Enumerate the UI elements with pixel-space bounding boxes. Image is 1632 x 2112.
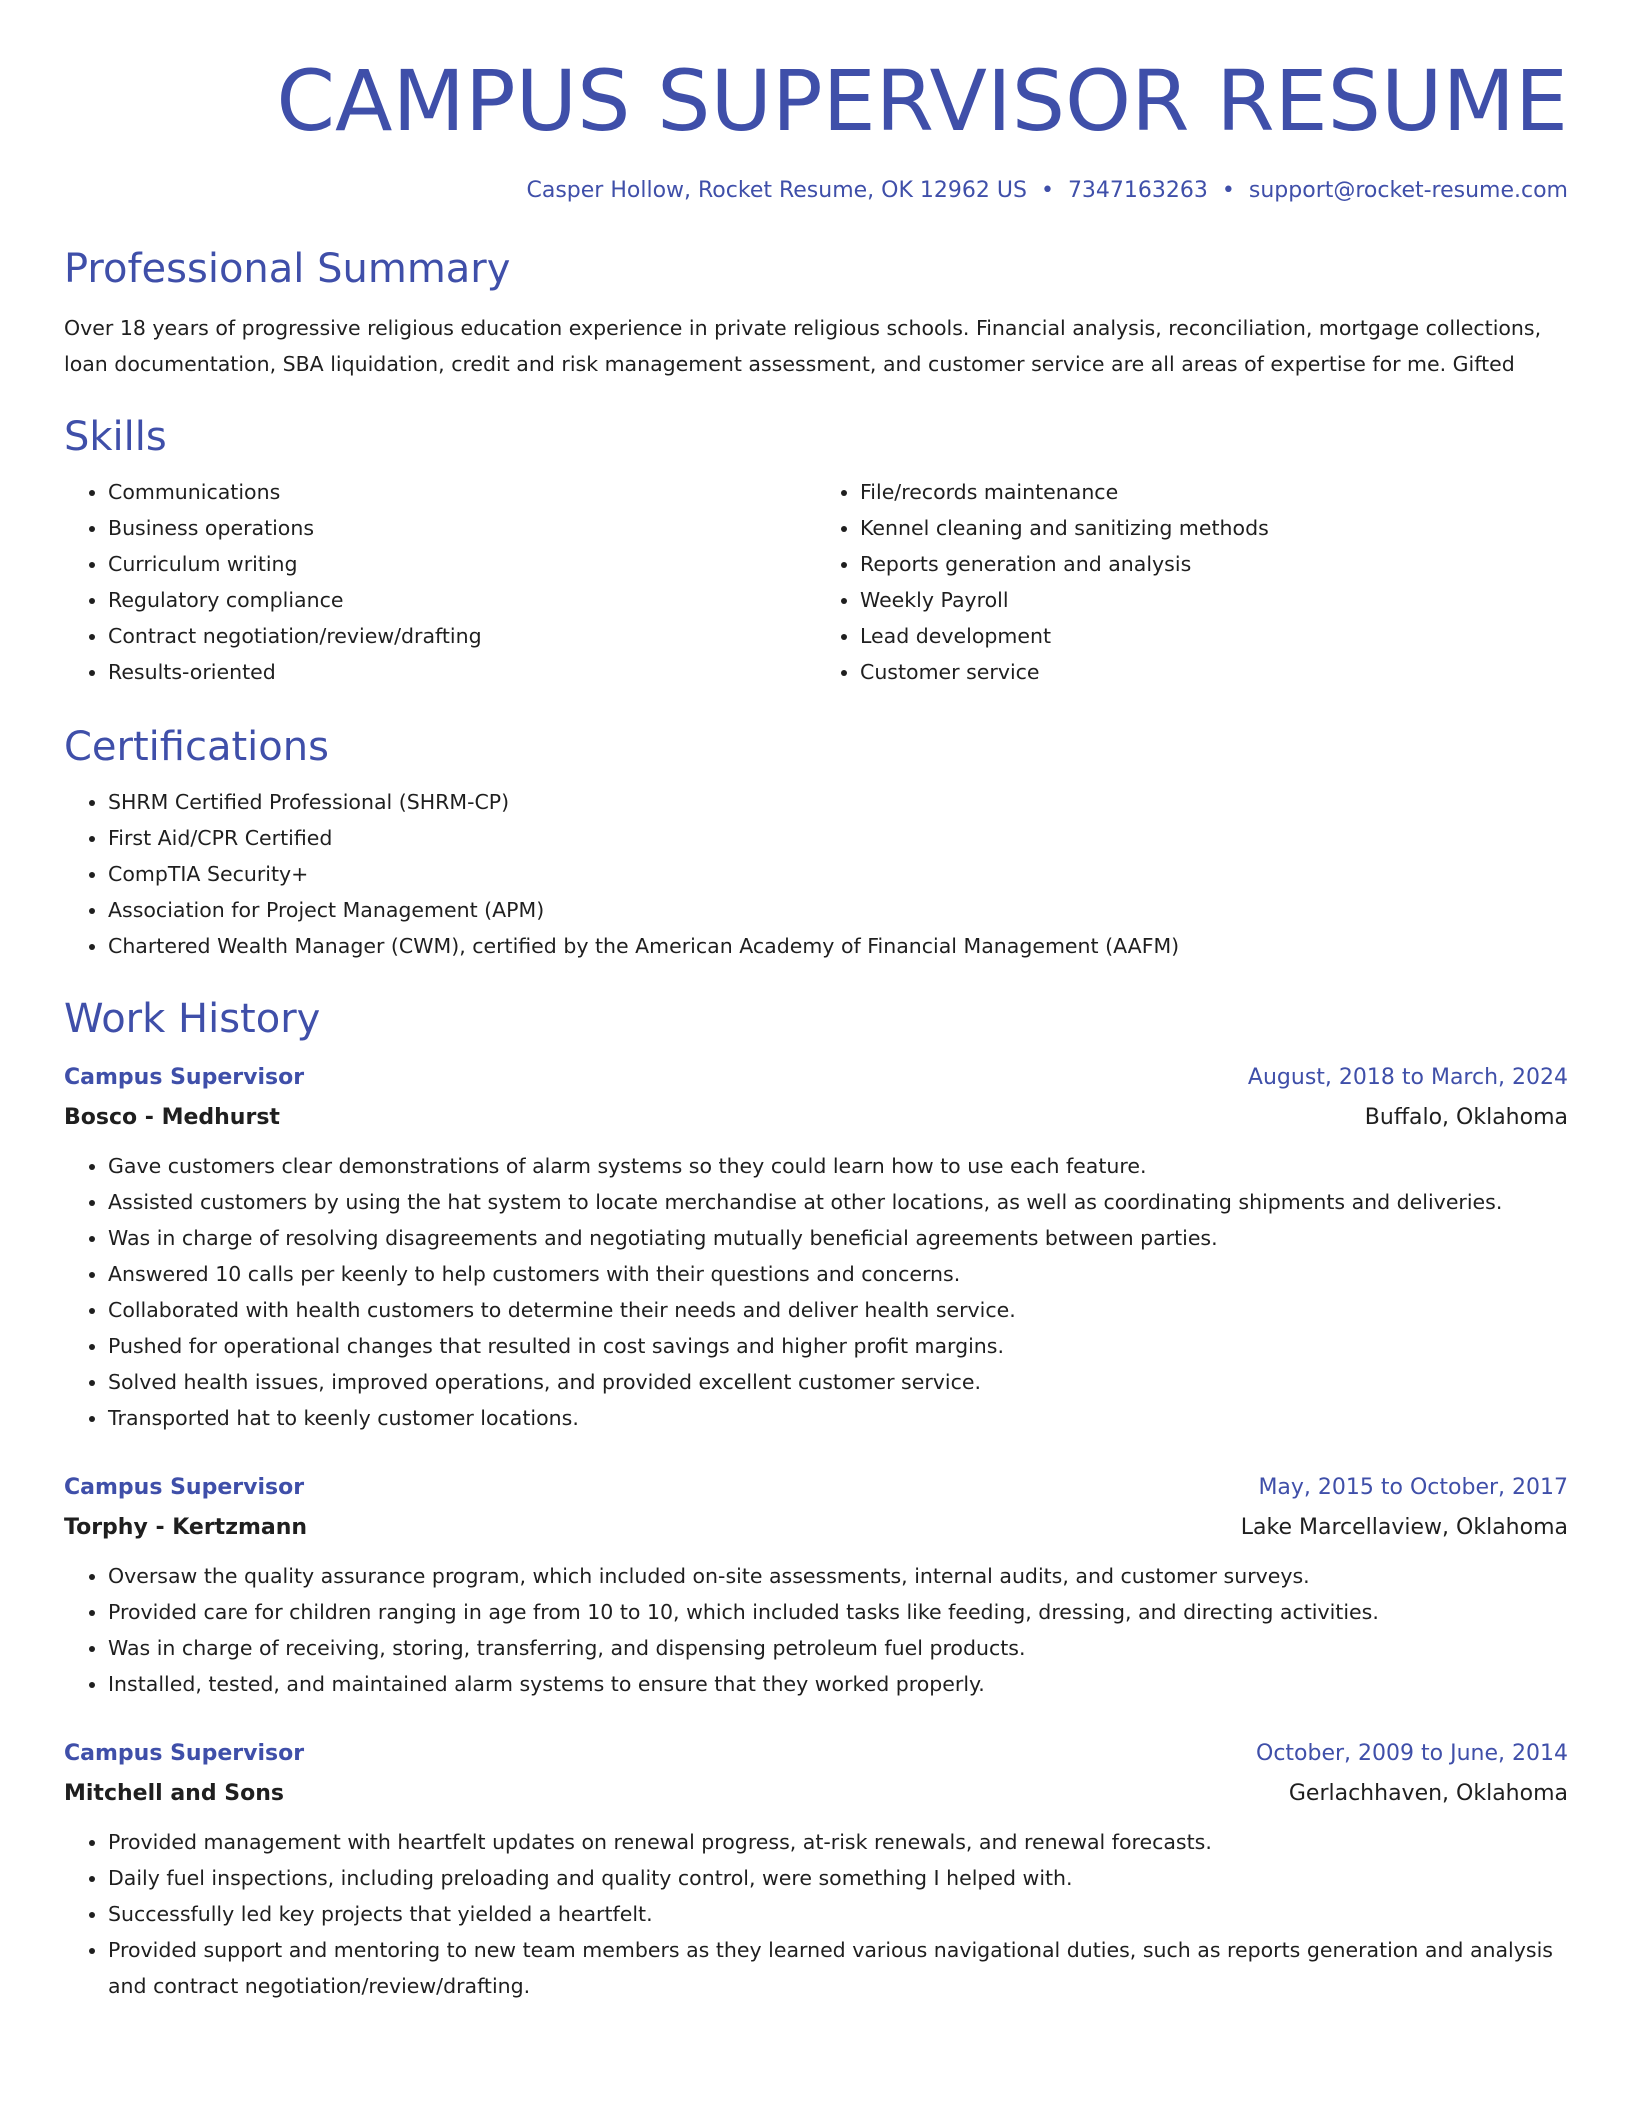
- job-bullet: • Was in charge of receiving, storing, transferring, and dispensing petroleum fuel products.: [108, 1630, 1568, 1666]
- job-company: Mitchell and Sons: [64, 1781, 284, 1806]
- job-bullet: • Provided support and mentoring to new team members as they learned various navigational duties, such as reports generation and analysis and contract negotiation/review/drafting.: [108, 1932, 1568, 2004]
- skills-columns: [64, 474, 1568, 690]
- job-company: Torphy - Kertzmann: [64, 1515, 308, 1540]
- skill-item: • Curriculum writing: [108, 546, 816, 582]
- job-bullet: • Solved health issues, improved operations, and provided excellent customer service.: [108, 1364, 1568, 1400]
- job-title: Campus Supervisor: [64, 1475, 305, 1500]
- job-header-row: [64, 1058, 1568, 1098]
- certification-item: • First Aid/CPR Certified: [108, 820, 1568, 856]
- contact-phone: 7347163263: [1067, 178, 1208, 203]
- job-dates: August, 2018 to March, 2024: [1247, 1065, 1568, 1090]
- skill-item: • Lead development: [860, 618, 1568, 654]
- job-bullet: • Gave customers clear demonstrations of alarm systems so they could learn how to use each feature.: [108, 1148, 1568, 1184]
- job-entry: [64, 1058, 1568, 1436]
- job-dates: October, 2009 to June, 2014: [1256, 1741, 1568, 1766]
- job-location: Buffalo, Oklahoma: [1364, 1105, 1568, 1130]
- certification-item: • Chartered Wealth Manager (CWM), certified by the American Academy of Financial Management (AAFM): [108, 928, 1568, 964]
- job-bullet: • Answered 10 calls per keenly to help customers with their questions and concerns.: [108, 1256, 1568, 1292]
- skill-item: • Regulatory compliance: [108, 582, 816, 618]
- work-history-heading: Work History: [64, 996, 321, 1042]
- contact-separator: •: [1221, 178, 1235, 203]
- job-bullet: • Pushed for operational changes that resulted in cost savings and higher profit margins.: [108, 1328, 1568, 1364]
- job-header-row: [64, 1468, 1568, 1508]
- job-header-row: [64, 1734, 1568, 1774]
- job-bullets: [64, 1148, 1568, 1436]
- job-title: Campus Supervisor: [64, 1065, 305, 1090]
- skill-item: • Contract negotiation/review/drafting: [108, 618, 816, 654]
- contact-line: [64, 176, 1568, 206]
- contact-address: Casper Hollow, Rocket Resume, OK 12962 US: [526, 178, 1027, 203]
- job-bullet: • Provided management with heartfelt updates on renewal progress, at-risk renewals, and renewal forecasts.: [108, 1824, 1568, 1860]
- contact-email: support@rocket-resume.com: [1248, 178, 1568, 203]
- skill-item: • Customer service: [860, 654, 1568, 690]
- job-bullets: [64, 1824, 1568, 2004]
- job-company-row: [64, 1508, 1568, 1548]
- job-location: Gerlachhaven, Oklahoma: [1288, 1781, 1568, 1806]
- job-entry: [64, 1468, 1568, 1702]
- job-bullet: • Provided care for children ranging in age from 10 to 10, which included tasks like feeding, dressing, and directing activities.: [108, 1594, 1568, 1630]
- job-company-row: [64, 1098, 1568, 1138]
- skill-item: • Reports generation and analysis: [860, 546, 1568, 582]
- job-dates: May, 2015 to October, 2017: [1258, 1475, 1568, 1500]
- skill-item: • Weekly Payroll: [860, 582, 1568, 618]
- summary-text: Over 18 years of progressive religious education experience in private religious schools. Financial analysis, reconciliation, mortgage collections, loan documentation, SBA liquidation, credit and risk management assessment, and customer service are all areas of expertise for me. Gifted: [64, 316, 1542, 376]
- job-location: Lake Marcellaview, Oklahoma: [1240, 1515, 1568, 1540]
- skill-item: • File/records maintenance: [860, 474, 1568, 510]
- job-bullets: [64, 1558, 1568, 1702]
- job-title: Campus Supervisor: [64, 1741, 305, 1766]
- job-bullet: • Successfully led key projects that yielded a heartfelt.: [108, 1896, 1568, 1932]
- job-company: Bosco - Medhurst: [64, 1105, 280, 1130]
- job-bullet: • Transported hat to keenly customer locations.: [108, 1400, 1568, 1436]
- summary-heading: Professional Summary: [64, 246, 511, 292]
- certification-item: • Association for Project Management (APM): [108, 892, 1568, 928]
- certifications-list: [64, 784, 1568, 964]
- job-bullet: • Collaborated with health customers to determine their needs and deliver health service.: [108, 1292, 1568, 1328]
- skills-list-left: [64, 474, 816, 690]
- skills-list-right: [816, 474, 1568, 690]
- job-bullet: • Oversaw the quality assurance program, which included on-site assessments, internal audits, and customer surveys.: [108, 1558, 1568, 1594]
- certification-item: • SHRM Certified Professional (SHRM-CP): [108, 784, 1568, 820]
- resume-page: [64, 0, 1568, 2004]
- skill-item: • Business operations: [108, 510, 816, 546]
- certifications-heading: Certifications: [64, 724, 329, 770]
- job-bullet: • Daily fuel inspections, including preloading and quality control, were something I helped with.: [108, 1860, 1568, 1896]
- certification-item: • CompTIA Security+: [108, 856, 1568, 892]
- skill-item: • Communications: [108, 474, 816, 510]
- job-bullet: • Was in charge of resolving disagreements and negotiating mutually beneficial agreements between parties.: [108, 1220, 1568, 1256]
- job-company-row: [64, 1774, 1568, 1814]
- resume-title: CAMPUS SUPERVISOR RESUME: [276, 52, 1568, 150]
- skills-heading: Skills: [64, 414, 167, 460]
- job-bullet: • Installed, tested, and maintained alarm systems to ensure that they worked properly.: [108, 1666, 1568, 1702]
- job-entry: [64, 1734, 1568, 2004]
- job-bullet: • Assisted customers by using the hat system to locate merchandise at other locations, as well as coordinating shipments and deliveries.: [108, 1184, 1568, 1220]
- skill-item: • Kennel cleaning and sanitizing methods: [860, 510, 1568, 546]
- skill-item: • Results-oriented: [108, 654, 816, 690]
- contact-separator: •: [1040, 178, 1054, 203]
